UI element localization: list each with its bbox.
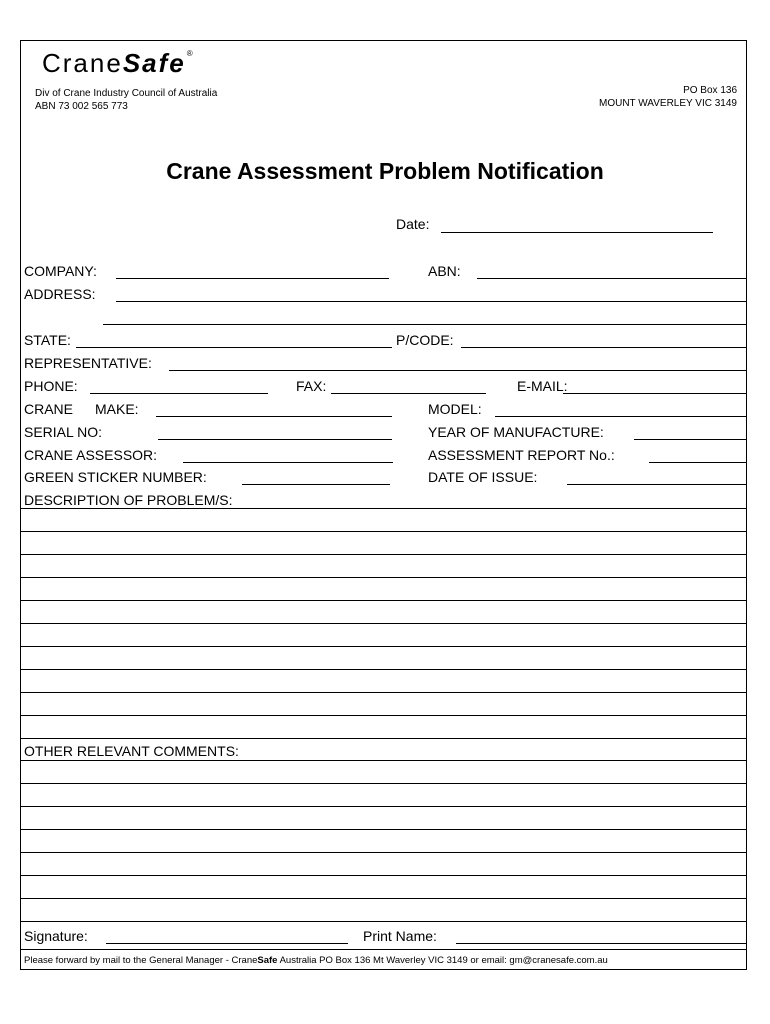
- assessment-report-label: ASSESSMENT REPORT No.:: [428, 447, 615, 463]
- serial-no-field[interactable]: [158, 439, 392, 440]
- green-sticker-label: GREEN STICKER NUMBER:: [24, 469, 207, 485]
- year-of-manufacture-field[interactable]: [634, 439, 747, 440]
- representative-field[interactable]: [169, 370, 747, 371]
- comments-line[interactable]: [20, 760, 747, 761]
- crane-assessor-label: CRANE ASSESSOR:: [24, 447, 158, 463]
- footer-text-end: Australia PO Box 136 Mt Waverley VIC 3149 or email: gm@cranesafe.com.au: [277, 955, 608, 966]
- print-name-field[interactable]: [456, 943, 747, 944]
- year-of-manufacture-label: YEAR OF MANUFACTURE:: [428, 424, 604, 440]
- serial-no-label: SERIAL NO:: [24, 424, 103, 440]
- crane-label: CRANE: [24, 401, 74, 417]
- assessment-report-field[interactable]: [649, 462, 747, 463]
- date-field[interactable]: [441, 232, 713, 233]
- make-field[interactable]: [156, 416, 392, 417]
- logo-safe-text: Safe: [122, 48, 186, 78]
- description-line[interactable]: [20, 508, 747, 509]
- comments-line[interactable]: [20, 921, 747, 922]
- org-line-2: ABN 73 002 565 773: [35, 101, 128, 112]
- email-label: E-MAIL:: [517, 378, 568, 394]
- comments-line[interactable]: [20, 852, 747, 853]
- postcode-field[interactable]: [461, 347, 747, 348]
- state-label: STATE:: [24, 332, 71, 348]
- company-label: COMPANY:: [24, 263, 97, 279]
- logo-crane-text: Crane: [42, 48, 123, 78]
- model-field[interactable]: [495, 416, 747, 417]
- address-label: ADDRESS:: [24, 286, 96, 302]
- green-sticker-field[interactable]: [242, 484, 390, 485]
- organisation-block: [35, 87, 217, 113]
- org-line-1: Div of Crane Industry Council of Australia: [35, 88, 218, 99]
- postcode-label: P/CODE:: [396, 332, 454, 348]
- company-field[interactable]: [116, 278, 389, 279]
- signature-field[interactable]: [106, 943, 348, 944]
- date-of-issue-field[interactable]: [567, 484, 747, 485]
- comments-line[interactable]: [20, 898, 747, 899]
- form-title: Crane Assessment Problem Notification: [166, 158, 604, 184]
- description-line[interactable]: [20, 715, 747, 716]
- crane-assessor-field[interactable]: [183, 462, 393, 463]
- description-line[interactable]: [20, 554, 747, 555]
- description-line[interactable]: [20, 669, 747, 670]
- make-label: MAKE:: [95, 401, 139, 417]
- cranesafe-logo: [42, 50, 195, 76]
- address-field-line-2[interactable]: [103, 324, 747, 325]
- description-line[interactable]: [20, 623, 747, 624]
- description-label: DESCRIPTION OF PROBLEM/S:: [24, 492, 233, 508]
- date-label: Date:: [396, 216, 430, 232]
- phone-label: PHONE:: [24, 378, 78, 394]
- abn-label: ABN:: [428, 263, 461, 279]
- comments-line[interactable]: [20, 806, 747, 807]
- fax-field[interactable]: [331, 393, 486, 394]
- logo-registered-mark: ®: [186, 49, 195, 58]
- description-line[interactable]: [20, 692, 747, 693]
- print-name-label: Print Name:: [363, 928, 437, 944]
- fax-label: FAX:: [296, 378, 327, 394]
- representative-label: REPRESENTATIVE:: [24, 355, 152, 371]
- abn-field[interactable]: [477, 278, 747, 279]
- model-label: MODEL:: [428, 401, 482, 417]
- description-line[interactable]: [20, 646, 747, 647]
- comments-line[interactable]: [20, 829, 747, 830]
- description-line[interactable]: [20, 577, 747, 578]
- comments-line[interactable]: [20, 783, 747, 784]
- signature-label: Signature:: [24, 928, 88, 944]
- state-field[interactable]: [76, 347, 392, 348]
- postal-address-block: [599, 84, 737, 110]
- description-line[interactable]: [20, 531, 747, 532]
- address-line-2: MOUNT WAVERLEY VIC 3149: [598, 98, 737, 109]
- phone-field[interactable]: [90, 393, 268, 394]
- footer-note: [24, 955, 608, 966]
- address-line-1: PO Box 136: [683, 85, 737, 96]
- email-field[interactable]: [563, 393, 747, 394]
- date-of-issue-label: DATE OF ISSUE:: [428, 469, 538, 485]
- address-field-line-1[interactable]: [116, 301, 747, 302]
- description-line[interactable]: [20, 600, 747, 601]
- comments-label: OTHER RELEVANT COMMENTS:: [24, 743, 239, 759]
- footer-divider: [20, 949, 747, 950]
- comments-line[interactable]: [20, 875, 747, 876]
- description-line[interactable]: [20, 738, 747, 739]
- footer-text-bold: Safe: [257, 955, 278, 966]
- footer-text-start: Please forward by mail to the General Manager - Crane: [24, 955, 258, 966]
